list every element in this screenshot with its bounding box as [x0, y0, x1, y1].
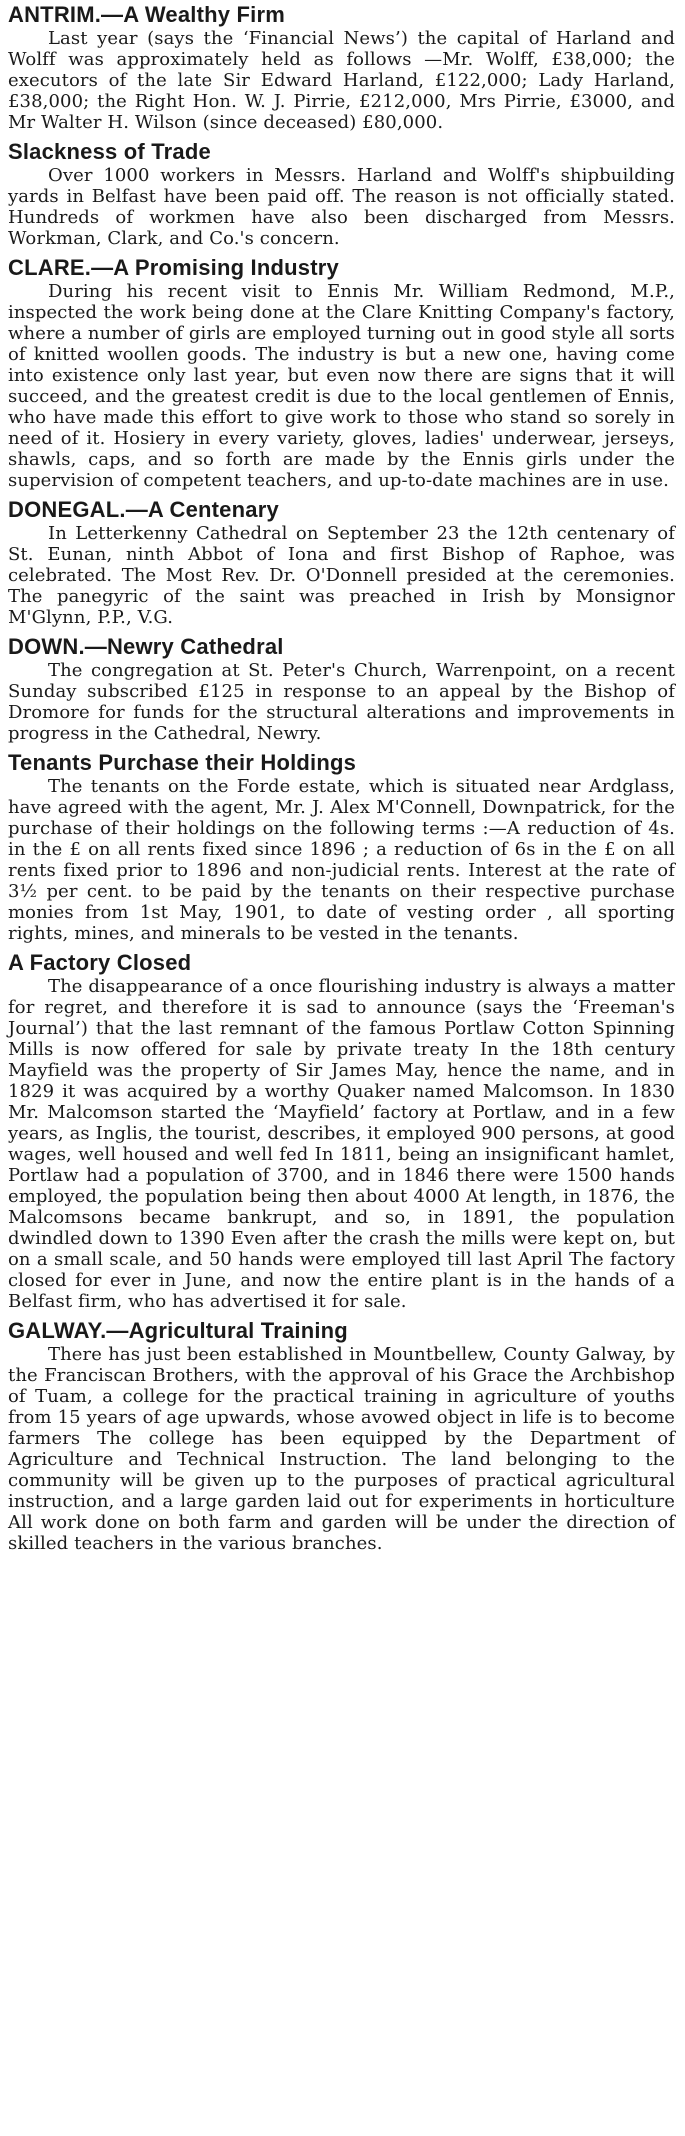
article-body: During his recent visit to Ennis Mr. William Redmond, M.P., inspected the work being done at the Clare Knitting Company's factory, where a number of girls are employed turning out in good style all sorts of knitted woollen goods. The industry is but a new one, having come into existence only last year, but even now there are signs that it will succeed, and the greatest credit is due to the local gentlemen of Ennis, who have made this effort to give work to those who stand so sorely in need of it. Hosiery in every variety, gloves, ladies' underwear, jerseys, shawls, caps, and so forth are made by the Ennis girls under the supervision of competent teachers, and up-to-date machines are in use. [8, 281, 675, 491]
headline: CLARE.—A Promising Industry [8, 255, 339, 280]
article-body: Last year (says the ‘Financial News’) the capital of Harland and Wolff was approximately held as follows —Mr. Wolff, £38,000; the executors of the late Sir Edward Harland, £122,000; Lady Harland, £38,000; the Right Hon. W. J. Pirrie, £212,000, Mrs Pirrie, £3000, and Mr Walter H. Wilson (since deceased) £80,000. [8, 28, 675, 133]
headline: GALWAY.—Agricultural Training [8, 1318, 348, 1343]
headline: ANTRIM.—A Wealthy Firm [8, 2, 285, 27]
article-tenants-purchase [8, 750, 675, 944]
article-slackness-of-trade [8, 139, 675, 249]
headline: A Factory Closed [8, 950, 192, 975]
article-body: In Letterkenny Cathedral on September 23 the 12th centenary of St. Eunan, ninth Abbot of Iona and first Bishop of Raphoe, was celebrated. The Most Rev. Dr. O'Donnell presided at the ceremonies. The panegyric of the saint was preached in Irish by Monsignor M'Glynn, P.P., V.G. [8, 523, 675, 628]
headline: Tenants Purchase their Holdings [8, 750, 357, 775]
article-donegal [8, 497, 675, 628]
headline: Slackness of Trade [8, 139, 211, 164]
article-down [8, 634, 675, 744]
article-body: The congregation at St. Peter's Church, Warrenpoint, on a recent Sunday subscribed £125 in response to an appeal by the Bishop of Dromore for funds for the structural alterations and improvements in progress in the Cathedral, Newry. [8, 660, 675, 744]
article-body: The disappearance of a once flourishing industry is always a matter for regret, and therefore it is sad to announce (says the ‘Freeman's Journal’) that the last remnant of the famous Portlaw Cotton Spinning Mills is now offered for sale by private treaty In the 18th century Mayfield was the property of Sir James May, hence the name, and in 1829 it was acquired by a worthy Quaker named Malcomson. In 1830 Mr. Malcomson started the ‘Mayfield’ factory at Portlaw, and in a few years, as Inglis, the tourist, describes, it employed 900 persons, at good wages, well housed and well fed In 1811, being an insignificant hamlet, Portlaw had a population of 3700, and in 1846 there were 1500 hands employed, the population being then about 4000 At length, in 1876, the Malcomsons became bankrupt, and so, in 1891, the population dwindled down to 1390 Even after the crash the mills were kept on, but on a small scale, and 50 hands were employed till last April The factory closed for ever in June, and now the entire plant is in the hands of a Belfast firm, who has advertised it for sale. [8, 976, 675, 1312]
article-galway [8, 1318, 675, 1554]
article-antrim [8, 2, 675, 133]
headline: DOWN.—Newry Cathedral [8, 634, 284, 659]
article-clare [8, 255, 675, 491]
article-body: The tenants on the Forde estate, which is situated near Ardglass, have agreed with the agent, Mr. J. Alex M'Connell, Downpatrick, for the purchase of their holdings on the following terms :—A reduction of 4s. in the £ on all rents fixed since 1896 ; a reduction of 6s in the £ on all rents fixed prior to 1896 and non-judicial rents. Interest at the rate of 3½ per cent. to be paid by the tenants on their respective purchase monies from 1st May, 1901, to date of vesting order , all sporting rights, mines, and minerals to be vested in the tenants. [8, 776, 675, 944]
article-factory-closed [8, 950, 675, 1312]
headline: DONEGAL.—A Centenary [8, 497, 279, 522]
article-body: Over 1000 workers in Messrs. Harland and Wolff's shipbuilding yards in Belfast have been paid off. The reason is not officially stated. Hundreds of workmen have also been discharged from Messrs. Workman, Clark, and Co.'s concern. [8, 165, 675, 249]
article-body: There has just been established in Mountbellew, County Galway, by the Franciscan Brothers, with the approval of his Grace the Archbishop of Tuam, a college for the practical training in agriculture of youths from 15 years of age upwards, whose avowed object in life is to become farmers The college has been equipped by the Department of Agriculture and Technical Instruction. The land belonging to the community will be given up to the purposes of practical agricultural instruction, and a large garden laid out for experiments in horticulture All work done on both farm and garden will be under the direction of skilled teachers in the various branches. [8, 1344, 675, 1554]
